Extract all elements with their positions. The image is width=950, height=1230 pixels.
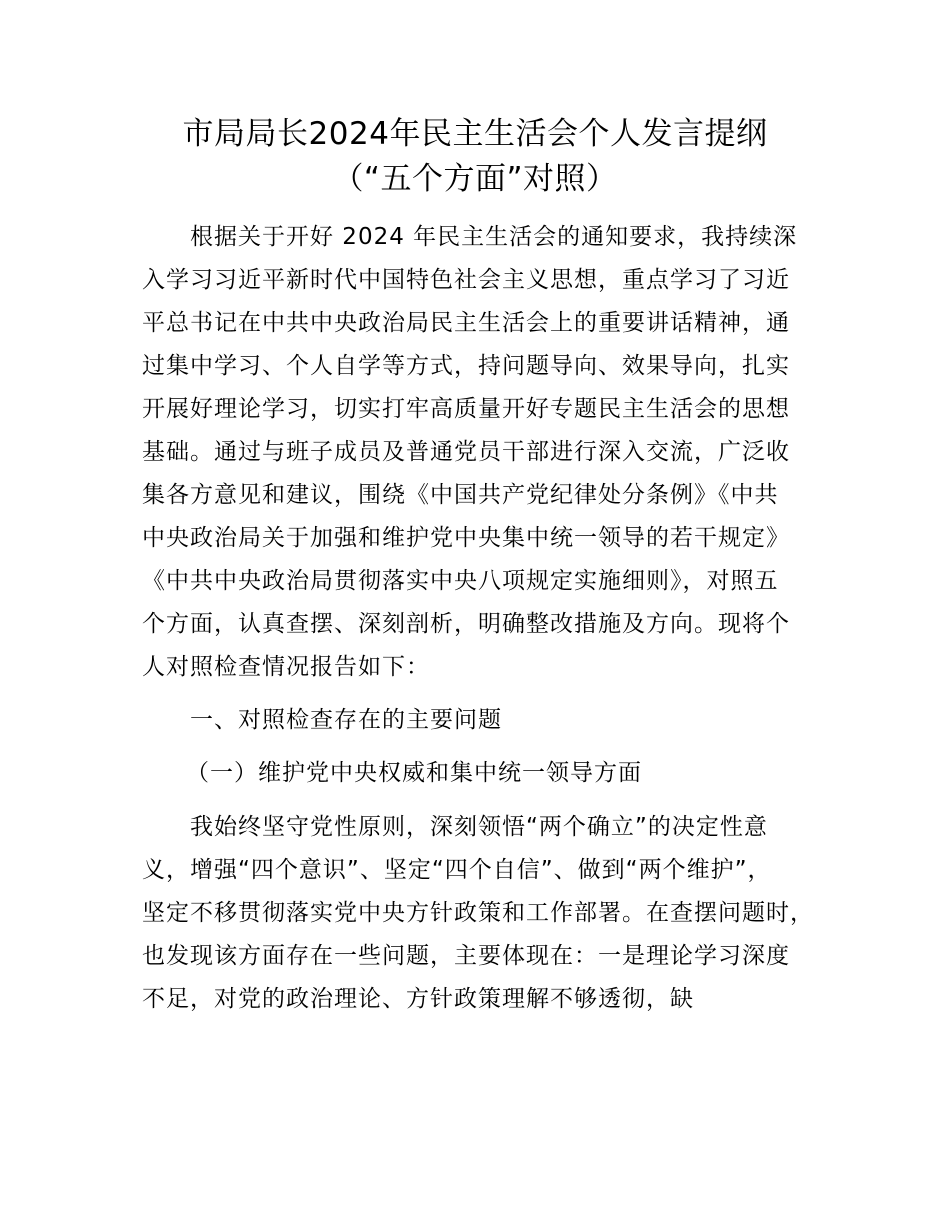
paragraph-2-line: 不足，对党的政治理论、方针政策理解不够透彻，缺 <box>142 986 694 1012</box>
subsection-heading: （一）维护党中央权威和集中统一领导方面 <box>186 760 642 786</box>
paragraph-1-line: 中央政治局关于加强和维护党中央集中统一领导的若干规定》 <box>142 525 790 551</box>
document-title: 市局局长2024年民主生活会个人发言提纲 <box>182 116 768 152</box>
paragraph-1-line: 基础。通过与班子成员及普通党员干部进行深入交流，广泛收 <box>142 439 790 465</box>
paragraph-1-line: 入学习习近平新时代中国特色社会主义思想，重点学习了习近 <box>142 267 790 293</box>
paragraph-1-line: 过集中学习、个人自学等方式，持问题导向、效果导向，扎实 <box>142 353 790 379</box>
paragraph-1-line: 人对照检查情况报告如下： <box>142 654 430 680</box>
paragraph-1-line: 根据关于开好 2024 年民主生活会的通知要求，我持续深 <box>190 224 798 250</box>
paragraph-1-line: 集各方意见和建议，围绕《中国共产党纪律处分条例》《中共 <box>142 482 779 508</box>
paragraph-2-line: 坚定不移贯彻落实党中央方针政策和工作部署。在查摆问题时， <box>142 900 814 926</box>
document-subtitle: （“五个方面”对照） <box>332 161 618 197</box>
paragraph-1-line: 平总书记在中共中央政治局民主生活会上的重要讲话精神，通 <box>142 310 790 336</box>
paragraph-2-line: 我始终坚守党性原则，深刻领悟“两个确立”的决定性意 <box>190 814 768 840</box>
paragraph-1-line: 个方面，认真查摆、深刻剖析，明确整改措施及方向。现将个 <box>142 611 790 637</box>
section-heading: 一、对照检查存在的主要问题 <box>190 707 502 733</box>
paragraph-2-line: 也发现该方面存在一些问题，主要体现在：一是理论学习深度 <box>142 943 790 969</box>
paragraph-2-line: 义，增强“四个意识”、坚定“四个自信”、做到“两个维护”， <box>142 857 772 883</box>
paragraph-1-line: 开展好理论学习，切实打牢高质量开好专题民主生活会的思想 <box>142 396 790 422</box>
paragraph-1-line: 《中共中央政治局贯彻落实中央八项规定实施细则》，对照五 <box>142 568 779 594</box>
